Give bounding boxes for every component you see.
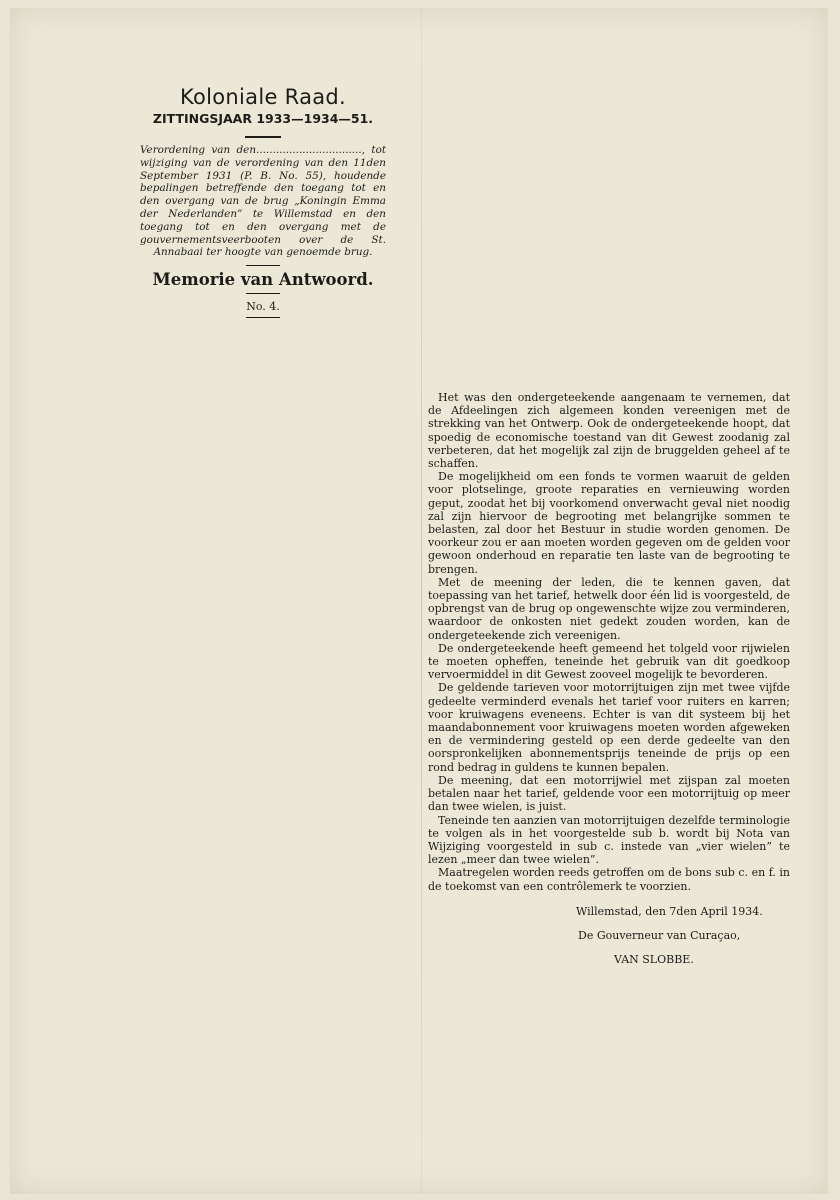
body-paragraph: Het was den ondergeteekende aangenaam te vernemen, dat de Afdeelingen zich algemeen konden vereenigen met de strekking van het Ontwerp. Ook de ondergeteekende hoopt, dat spoedig de economische toestand van dit Gewest zoodanig zal verbeteren, dat het mogelijk zal zijn de bruggelden geheel af te schaffen. [428,391,790,471]
header-block [138,84,388,318]
divider [246,265,280,266]
council-title: Koloniale Raad. [179,85,347,109]
body-paragraph: Maatregelen worden reeds getroffen om de bons sub c. en f. in de toekomst van een contrôlemerk te voorzien. [428,866,790,893]
signatory-title: De Gouverneur van Curaçao, [578,928,741,942]
body-paragraph: Teneinde ten aanzien van motorrijtuigen dezelfde terminologie te volgen als in het voorgestelde sub b. wordt bij Nota van Wijziging voorgesteld in sub c. instede van „vier wielen” te lezen „meer dan twee wielen”. [428,813,790,867]
signature-block [428,905,790,967]
ordinance-description: Verordening van den................................, tot wijziging van de verordening van den 11den September 1931 (P. B. No. 55), houdende bepalingen betreffende den toegang tot en den overgang van de brug „Koningin Emma der Nederlanden” te Willemstad en den toegang tot en den overgang met de gouvernementsveerbooten over de St. Annabaai ter hoogte van genoemde brug. [140,144,386,259]
body-paragraph: De meening, dat een motorrijwiel met zijspan zal moeten betalen naar het tarief, geldende voor een motorrijtuig op meer dan twee wielen, is juist. [428,773,790,814]
signatory-name: VAN SLOBBE. [614,953,694,967]
memorandum-body [428,391,790,977]
divider [245,136,281,138]
session-year: ZITTINGSJAAR 1933—1934—51. [152,111,374,126]
page-fold [421,8,422,1194]
document-type-heading: Memorie van Antwoord. [152,270,374,290]
document-number: No. 4. [246,300,280,314]
body-paragraph: De geldende tarieven voor motorrijtuigen zijn met twee vijfde gedeelte verminderd evenals het tarief voor ruiters en karren; voor kruiwagens eveneens. Echter is van dit systeem bij het maandabonnement voor kruiwagens moeten worden afgeweken en de vermindering gesteld op een derde gedeelte van den oorspronkelijken abonnementsprijs teneinde de prijs op een rond bedrag in guldens te kunnen bepalen. [428,681,790,774]
divider [246,293,280,294]
body-paragraph: Met de meening der leden, die te kennen gaven, dat toepassing van het tarief, hetwelk door één lid is voorgesteld, de opbrengst van de brug op ongewenschte wijze zou verminderen, waardoor de onkosten niet gedekt zouden worden, kan de ondergeteekende zich vereenigen. [428,575,790,642]
body-paragraph: De ondergeteekende heeft gemeend het tolgeld voor rijwielen te moeten opheffen, teneinde het gebruik van dit goedkoop vervoermiddel in dit Gewest zooveel mogelijk te bevorderen. [428,641,790,682]
place-date: Willemstad, den 7den April 1934. [576,904,763,918]
body-paragraph: De mogelijkheid om een fonds te vormen waaruit de gelden voor plotselinge, groote reparaties en vernieuwing worden geput, zoodat het bij voorkomend onverwacht geval niet noodig zal zijn hiervoor de begrooting met belangrijke sommen te belasten, zal door het Bestuur in studie worden genomen. De voorkeur zou er aan moeten worden gegeven om de gelden voor gewoon onderhoud en reparatie ten laste van de begrooting te brengen. [428,470,790,576]
divider [246,317,280,318]
